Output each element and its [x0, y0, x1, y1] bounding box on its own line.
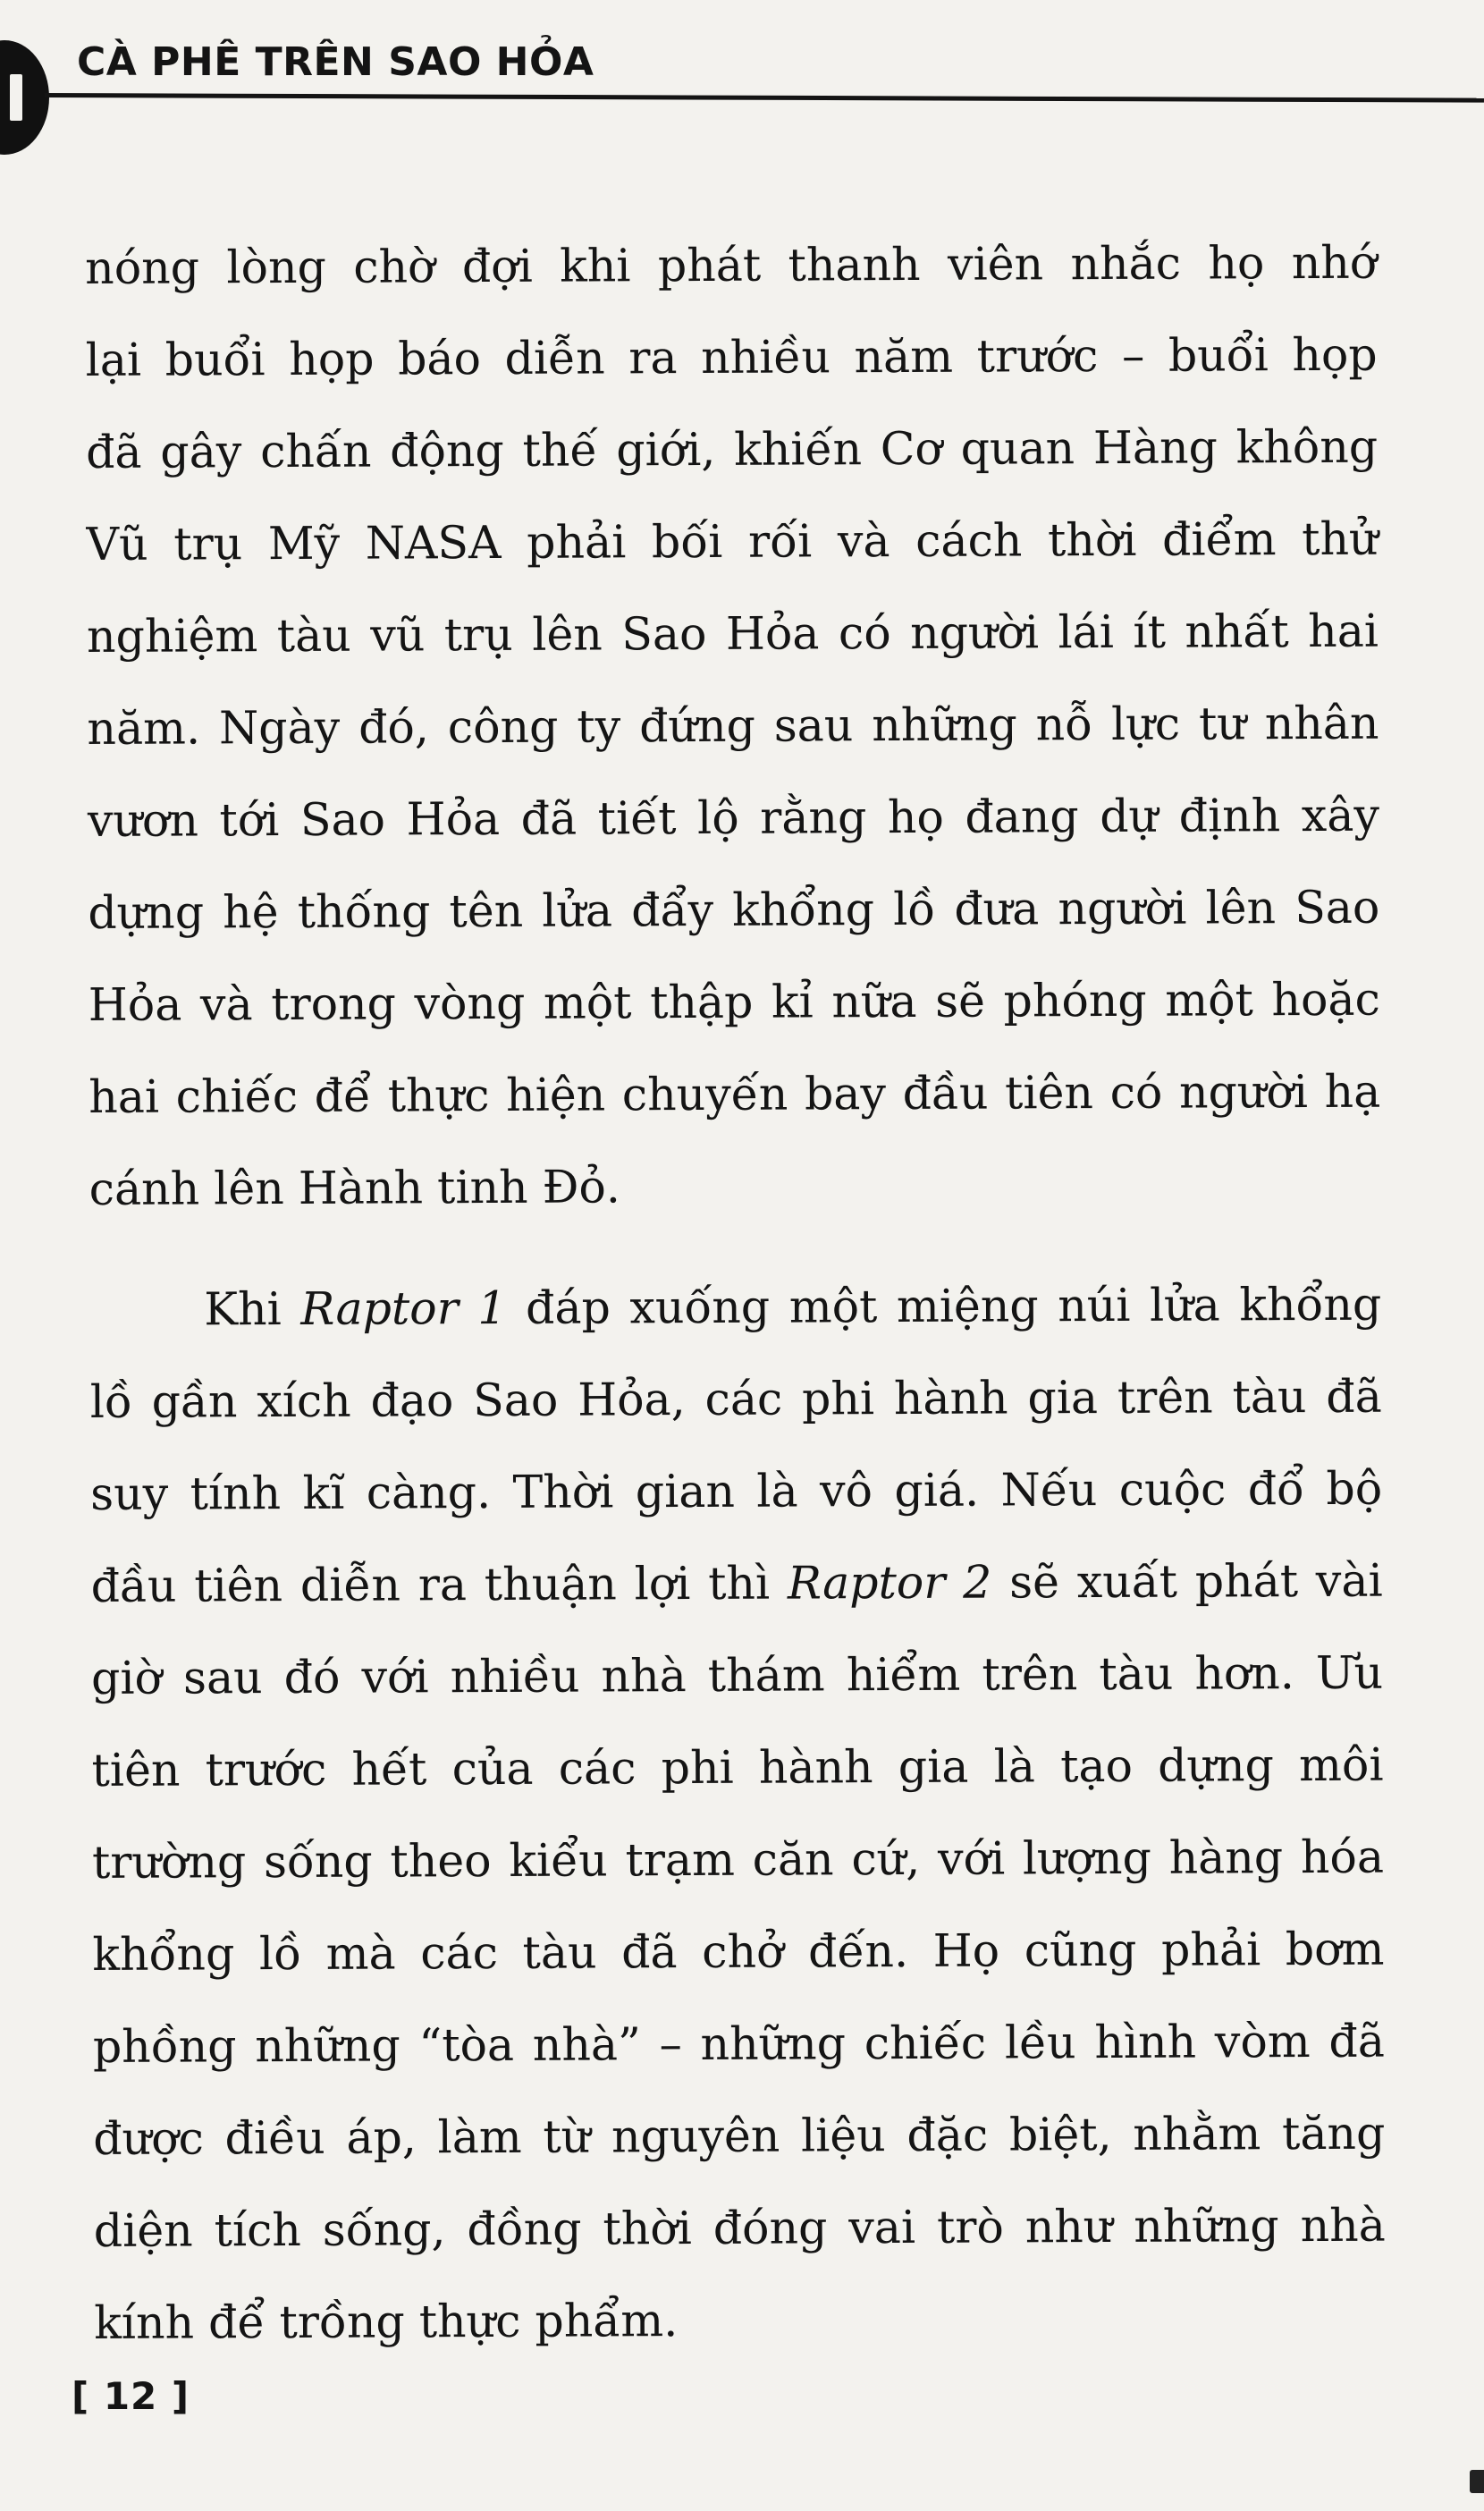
text-run: sẽ xuất phát vài	[991, 1553, 1383, 1609]
text-line: Vũ trụ Mỹ NASA phải bối rối và cách thời điểm thử	[86, 512, 1379, 571]
running-title: CÀ PHÊ TRÊN SAO HỎA	[77, 39, 594, 85]
text-line: nóng lòng chờ đợi khi phát thanh viên nhắc họ nhớ	[85, 235, 1378, 294]
text-line: vươn tới Sao Hỏa đã tiết lộ rằng họ đang dự định xây	[87, 788, 1380, 847]
text-line: diện tích sống, đồng thời đóng vai trò như những nhà	[93, 2198, 1386, 2257]
paragraph-1	[85, 216, 1381, 1235]
body-text	[85, 216, 1386, 2369]
text-line: Hỏa và trong vòng một thập kỉ nữa sẽ phóng một hoặc	[88, 972, 1380, 1031]
text-line: suy tính kĩ càng. Thời gian là vô giá. Nếu cuộc đổ bộ	[90, 1461, 1383, 1520]
text-line: khổng lồ mà các tàu đã chở đến. Họ cũng phải bơm	[92, 1922, 1385, 1981]
italic-title: Raptor 2	[787, 1555, 992, 1610]
text-line: dựng hệ thống tên lửa đẩy khổng lồ đưa người lên Sao	[88, 880, 1380, 939]
chapter-tab-glyph	[10, 74, 22, 121]
paragraph-2	[89, 1258, 1386, 2369]
page-edge-mark	[1470, 2470, 1484, 2493]
text-line: cánh lên Hành tinh Đỏ.	[89, 1160, 620, 1215]
text-run: Khi	[204, 1281, 301, 1336]
text-line: lại buổi họp báo diễn ra nhiều năm trước – buổi họp	[85, 327, 1378, 386]
text-line	[90, 1534, 1382, 1632]
text-line: được điều áp, làm từ nguyên liệu đặc biệt, nhằm tăng	[93, 2106, 1386, 2165]
text-line: lồ gần xích đạo Sao Hỏa, các phi hành gia trên tàu đã	[89, 1369, 1382, 1428]
text-line: trường sống theo kiểu trạm căn cứ, với lượng hàng hóa	[91, 1830, 1385, 1889]
text-line: tiên trước hết của các phi hành gia là tạo dựng môi	[91, 1737, 1384, 1797]
text-line: giờ sau đó với nhiều nhà thám hiểm trên tàu hơn. Ưu	[90, 1645, 1384, 1704]
page-number: [ 12 ]	[72, 2374, 190, 2418]
text-line: đã gây chấn động thế giới, khiến Cơ quan Hàng không	[85, 419, 1379, 478]
text-line: năm. Ngày đó, công ty đứng sau những nỗ lực tư nhân	[87, 696, 1379, 755]
text-line: nghiệm tàu vũ trụ lên Sao Hỏa có người lái ít nhất hai	[86, 604, 1379, 663]
text-line: phồng những “tòa nhà” – những chiếc lều hình vòm đã	[92, 2014, 1386, 2073]
chapter-tab-marker	[0, 40, 49, 155]
text-line: hai chiếc để thực hiện chuyến bay đầu tiên có người hạ	[89, 1064, 1381, 1123]
text-line: kính để trồng thực phẩm.	[94, 2294, 679, 2349]
header-rule	[45, 93, 1484, 103]
text-line	[89, 1258, 1381, 1356]
italic-title: Raptor 1	[300, 1281, 507, 1335]
text-run: đầu tiên diễn ra thuận lợi thì	[90, 1556, 788, 1612]
text-run: đáp xuống một miệng núi lửa khổng	[506, 1277, 1382, 1334]
